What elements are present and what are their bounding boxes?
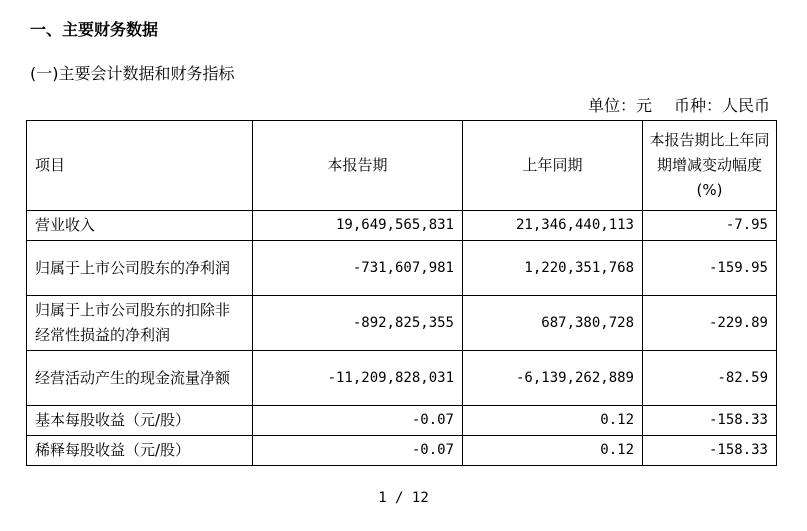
row-current: -11,209,828,031 (253, 351, 463, 406)
row-previous: 687,380,728 (463, 296, 643, 351)
header-change-percent (643, 121, 777, 211)
unit-label: 单位：元 (587, 96, 652, 115)
row-previous: 0.12 (463, 406, 643, 436)
row-change: -229.89 (643, 296, 777, 351)
row-item: 营业收入 (27, 211, 253, 241)
row-item: 稀释每股收益（元/股） (27, 436, 253, 466)
row-current: -0.07 (253, 436, 463, 466)
row-current: -892,825,355 (253, 296, 463, 351)
table-row (27, 241, 777, 296)
row-item: 归属于上市公司股东的净利润 (27, 241, 253, 296)
table-header-row (27, 121, 777, 211)
row-previous: 1,220,351,768 (463, 241, 643, 296)
header-previous-period: 上年同期 (463, 121, 643, 211)
page-number: 1 / 12 (378, 490, 429, 506)
sub-title: (一)主要会计数据和财务指标 (30, 64, 235, 83)
table-row (27, 351, 777, 406)
row-change: -158.33 (643, 406, 777, 436)
row-current: -0.07 (253, 406, 463, 436)
row-change: -7.95 (643, 211, 777, 241)
row-change: -82.59 (643, 351, 777, 406)
financial-data-table (26, 120, 777, 466)
row-previous: 0.12 (463, 436, 643, 466)
row-current: 19,649,565,831 (253, 211, 463, 241)
row-item: 归属于上市公司股东的扣除非经常性损益的净利润 (27, 296, 253, 351)
row-previous: -6,139,262,889 (463, 351, 643, 406)
row-item: 经营活动产生的现金流量净额 (27, 351, 253, 406)
row-item: 基本每股收益（元/股） (27, 406, 253, 436)
row-current: -731,607,981 (253, 241, 463, 296)
table-row (27, 406, 777, 436)
unit-line (588, 94, 770, 118)
table-row (27, 436, 777, 466)
header-current-period: 本报告期 (253, 121, 463, 211)
header-change-line2: 期增减变动幅度 (656, 156, 762, 174)
header-change-line3: (%) (696, 181, 723, 199)
section-title: 一、主要财务数据 (30, 20, 159, 39)
row-previous: 21,346,440,113 (463, 211, 643, 241)
row-change: -158.33 (643, 436, 777, 466)
table-row (27, 211, 777, 241)
header-change-line1: 本报告期比上年同 (649, 131, 770, 149)
table-row (27, 296, 777, 351)
currency-label: 币种：人民币 (673, 96, 770, 115)
row-change: -159.95 (643, 241, 777, 296)
header-item: 项目 (27, 121, 253, 211)
